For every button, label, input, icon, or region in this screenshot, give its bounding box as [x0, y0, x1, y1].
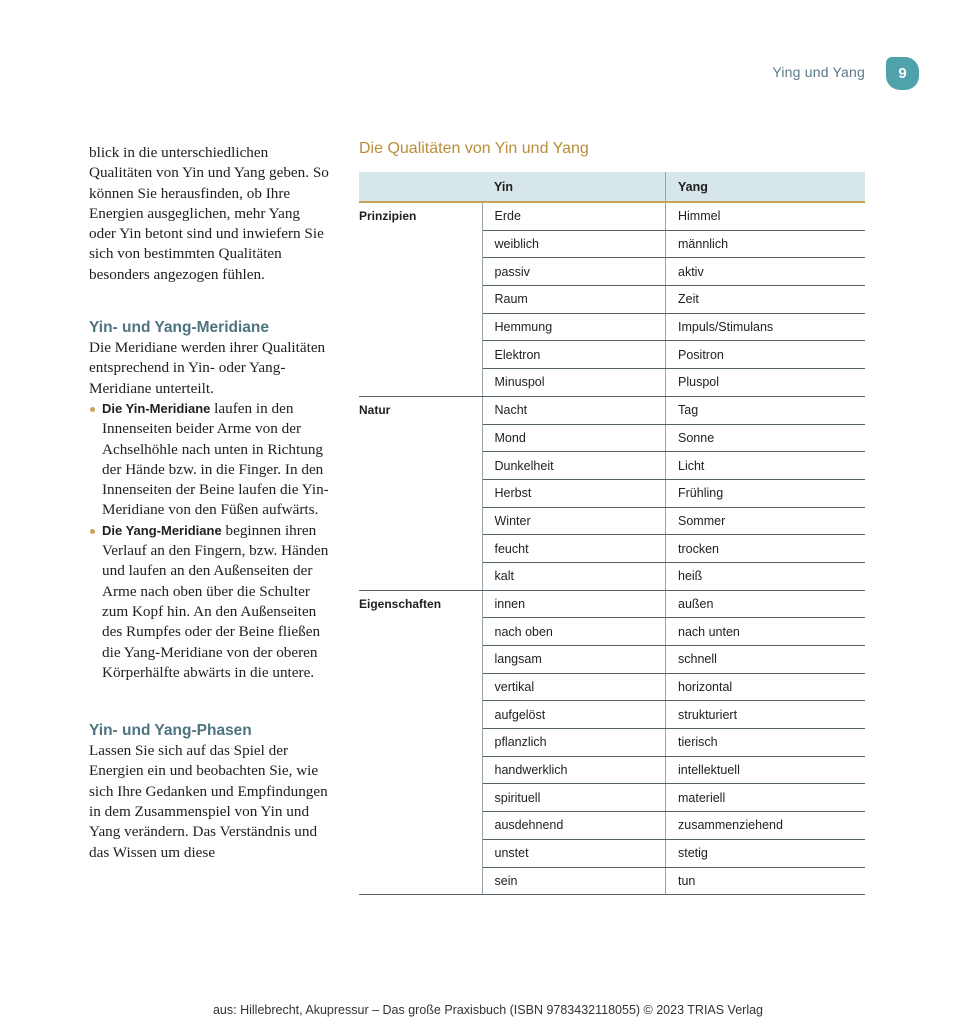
- yin-cell: pflanzlich: [482, 729, 666, 757]
- yang-cell: zusammenziehend: [666, 812, 866, 840]
- table-row: [359, 396, 865, 424]
- header-cell-yin: Yin: [482, 172, 666, 202]
- yin-cell: ausdehnend: [482, 812, 666, 840]
- header-cell-category: [359, 172, 482, 202]
- running-header: Ying und Yang: [772, 64, 865, 80]
- table-row: [359, 202, 865, 230]
- yang-cell: Frühling: [666, 479, 866, 507]
- table-header-row: [359, 172, 865, 202]
- bullet-yin-meridiane: [89, 399, 329, 521]
- intro-paragraph: blick in die unterschiedlichen Qualitäten von Yin und Yang geben. So können Sie herausfinden, ob Ihre Energien ausgeglichen, mehr Yang oder Yin betont sind und inwiefern Sie sich von bestimmten Qualitäten besonders angezogen fühlen.: [89, 144, 329, 283]
- yang-cell: stetig: [666, 839, 866, 867]
- yin-cell: innen: [482, 590, 666, 618]
- yin-cell: passiv: [482, 258, 666, 286]
- yin-cell: Erde: [482, 202, 666, 230]
- yin-cell: spirituell: [482, 784, 666, 812]
- yang-cell: Sonne: [666, 424, 866, 452]
- yin-cell: Elektron: [482, 341, 666, 369]
- bullet-term: Die Yin-Meridiane: [102, 400, 211, 416]
- table-title: Die Qualitäten von Yin und Yang: [359, 140, 589, 157]
- yin-cell: nach oben: [482, 618, 666, 646]
- yang-cell: Zeit: [666, 286, 866, 314]
- page-number-badge: 9: [886, 57, 919, 90]
- bullet-term: Die Yang-Meridiane: [102, 522, 222, 538]
- yang-cell: intellektuell: [666, 756, 866, 784]
- left-column: [89, 143, 329, 863]
- yang-cell: Positron: [666, 341, 866, 369]
- yang-cell: männlich: [666, 230, 866, 258]
- yang-cell: Sommer: [666, 507, 866, 535]
- yang-cell: horizontal: [666, 673, 866, 701]
- bullet-text: beginnen ihren Verlauf an den Fingern, bzw. Händen und laufen an den Außenseiten der Arme nach oben über die Schulter zum Kopf hin. An den Außenseiten des Rumpfes oder der Beine fließen die Yang-Meridiane von der oberen Körperhälfte abwärts in die untere.: [102, 521, 329, 681]
- phasen-heading: Yin- und Yang-Phasen: [89, 722, 252, 740]
- table-row: [359, 590, 865, 618]
- yang-cell: materiell: [666, 784, 866, 812]
- bullet-yang-meridiane: [89, 521, 329, 683]
- category-cell: Eigenschaften: [359, 590, 482, 895]
- table-body: [359, 202, 865, 895]
- yin-cell: handwerklich: [482, 756, 666, 784]
- yang-cell: schnell: [666, 646, 866, 674]
- yin-cell: Winter: [482, 507, 666, 535]
- yin-cell: sein: [482, 867, 666, 895]
- source-footer: aus: Hillebrecht, Akupressur – Das große Praxisbuch (ISBN 9783432118055) © 2023 TRIAS Verlag: [212, 1003, 764, 1017]
- meridiane-bullet-list: [89, 399, 329, 683]
- meridiane-paragraph: Die Meridiane werden ihrer Qualitäten entsprechend in Yin- oder Yang-Meridiane unterteilt.: [89, 339, 326, 397]
- phasen-paragraph: Lassen Sie sich auf das Spiel der Energien ein und beobachten Sie, wie sich Ihre Gedanken und Empfindungen in dem Zusammenspiel von Yin und Yang verändern. Das Verständnis und das Wissen um diese: [89, 742, 328, 861]
- yang-cell: Impuls/Stimulans: [666, 313, 866, 341]
- yin-cell: Raum: [482, 286, 666, 314]
- yang-cell: Himmel: [666, 202, 866, 230]
- meridiane-heading: Yin- und Yang-Meridiane: [89, 319, 269, 337]
- yang-cell: tun: [666, 867, 866, 895]
- yin-cell: aufgelöst: [482, 701, 666, 729]
- yang-cell: heiß: [666, 562, 866, 590]
- yang-cell: aktiv: [666, 258, 866, 286]
- yang-cell: tierisch: [666, 729, 866, 757]
- bullet-text: laufen in den Innenseiten beider Arme von der Achselhöhle nach unten in Richtung der Hände bzw. in die Finger. In den Innenseiten der Beine laufen die Yin-Meridiane von den Füßen aufwärts.: [102, 399, 329, 519]
- yin-cell: unstet: [482, 839, 666, 867]
- category-cell: Prinzipien: [359, 202, 482, 396]
- yang-cell: Pluspol: [666, 369, 866, 397]
- yang-cell: strukturiert: [666, 701, 866, 729]
- yin-cell: Herbst: [482, 479, 666, 507]
- yin-cell: Hemmung: [482, 313, 666, 341]
- yang-cell: nach unten: [666, 618, 866, 646]
- yin-cell: kalt: [482, 562, 666, 590]
- yang-cell: Tag: [666, 396, 866, 424]
- yang-cell: trocken: [666, 535, 866, 563]
- yin-cell: vertikal: [482, 673, 666, 701]
- yin-cell: Mond: [482, 424, 666, 452]
- yang-cell: Licht: [666, 452, 866, 480]
- yin-cell: Minuspol: [482, 369, 666, 397]
- header-cell-yang: Yang: [666, 172, 866, 202]
- yang-cell: außen: [666, 590, 866, 618]
- yin-cell: langsam: [482, 646, 666, 674]
- yin-cell: Dunkelheit: [482, 452, 666, 480]
- yin-cell: weiblich: [482, 230, 666, 258]
- yin-cell: feucht: [482, 535, 666, 563]
- yin-cell: Nacht: [482, 396, 666, 424]
- qualities-table: [359, 172, 865, 895]
- category-cell: Natur: [359, 396, 482, 590]
